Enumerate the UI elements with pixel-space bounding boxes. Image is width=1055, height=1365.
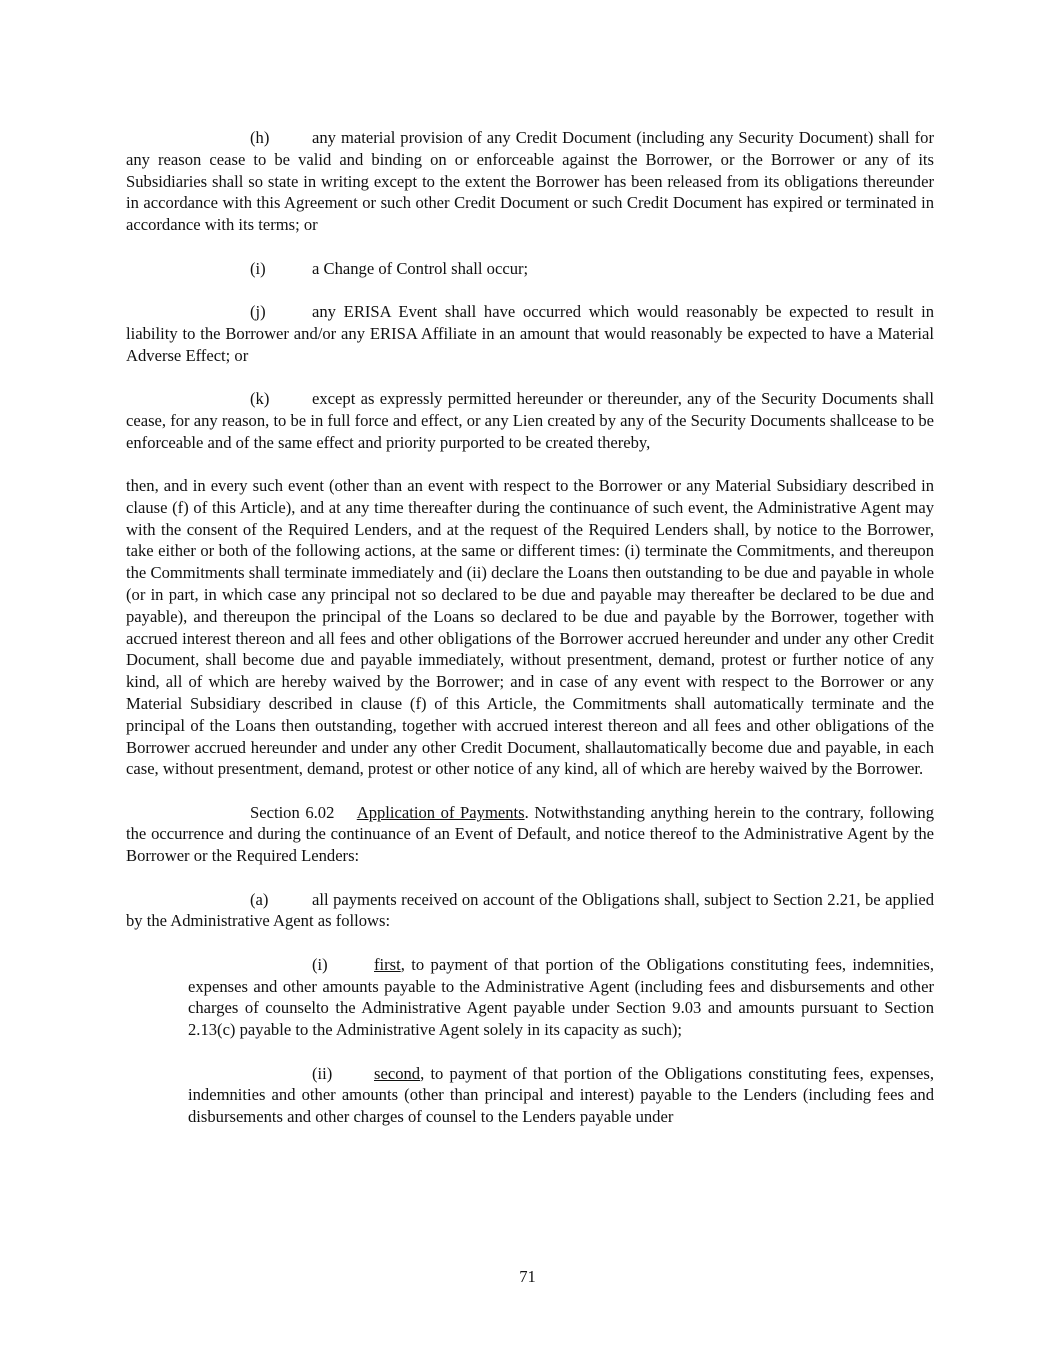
remedies-paragraph: then, and in every such event (other than an event with respect to the Borrower or any Material Subsidiary described in clause (f) of this Article), and at any time thereafter during the continuance of such event, the Administrative Agent may with the consent of the Required Lenders, and at the request of the Required Lenders shall, by notice to the Borrower, take either or both of the following actions, at the same or different times: (i) terminate the Commitments, and thereupon the Commitments shall terminate immediately and (ii) declare the Loans then outstanding to be due and payable in whole (or in part, in which case any principal not so declared to be due and payable may thereafter be declared to be due and payable), and thereupon the principal of the Loans so declared to be due and payable by the Borrower, together with accrued interest thereon and all fees and other obligations of the Borrower accrued hereunder and under any other Credit Document, shall become due and payable immediately, without presentment, demand, protest or further notice of any kind, all of which are hereby waived by the Borrower; and in case of any event with respect to the Borrower or any Material Subsidiary described in clause (f) of this Article, the Commitments shall automatically terminate and the principal of the Loans then outstanding, together with accrued interest thereon and all fees and other obligations of the Borrower accrued hereunder and under any other Credit Document, shallautomatically become due and payable, in each case, without presentment, demand, protest or other notice of any kind, all of which are hereby waived by the Borrower. bbox=[126, 475, 934, 779]
clause-label: (i) bbox=[250, 258, 266, 278]
subclause-keyword: second bbox=[374, 1063, 421, 1083]
subclause-label: (ii) bbox=[312, 1063, 333, 1083]
clause-text: a Change of Control shall occur; bbox=[312, 258, 529, 278]
subclause-label: (i) bbox=[312, 954, 328, 974]
clause-i bbox=[126, 258, 934, 280]
subclause-keyword: first bbox=[374, 954, 401, 974]
clause-label: (h) bbox=[250, 128, 270, 147]
subclause-ii bbox=[188, 1063, 934, 1128]
section-6-02 bbox=[126, 802, 934, 867]
body-text bbox=[126, 127, 934, 1150]
subclause-text: , to payment of that portion of the Obligations constituting fees, indemnities, expenses and other amounts payable to the Administrative Agent (including fees and disbursements and other charges of counselto the Administrative Agent payable under Section 9.03 and amounts pursuant to Section 2.13(c) payable to the Administrative Agent solely in its capacity as such); bbox=[188, 954, 934, 1040]
subclause-i bbox=[188, 954, 934, 1041]
clause-text: any ERISA Event shall have occurred which would reasonably be expected to result in liability to the Borrower and/or any ERISA Affiliate in an amount that would reasonably be expected to have a Material Adverse Effect; or bbox=[126, 301, 934, 365]
clause-a bbox=[126, 889, 934, 933]
section-number: Section 6.02 bbox=[250, 802, 335, 822]
section-heading: Application of Payments bbox=[356, 802, 525, 822]
clause-label: (a) bbox=[250, 889, 269, 909]
clause-j bbox=[126, 301, 934, 366]
subclause-text: , to payment of that portion of the Obligations constituting fees, expenses, indemnities and other amounts (other than principal and interest) payable to the Lenders (including fees and disbursements and other charges of counsel to the Lenders payable under bbox=[188, 1063, 934, 1127]
clause-text: any material provision of any Credit Document (including any Security Document) shall for any reason cease to be valid and binding on or enforceable against the Borrower, or the Borrower or any of its Subsidiaries shall so state in writing except to the extent the Borrower has been released from its obligations thereunder in accordance with this Agreement or such other Credit Document or such Credit Document has expired or terminated in accordance with its terms; or bbox=[126, 128, 934, 235]
clause-text: all payments received on account of the Obligations shall, subject to Section 2.21, be applied by the Administrative Agent as follows: bbox=[126, 889, 934, 931]
clause-h bbox=[126, 127, 934, 236]
clause-text: except as expressly permitted hereunder or thereunder, any of the Security Documents shall cease, for any reason, to be in full force and effect, or any Lien created by any of the Security Documents shallcease to be enforceable and of the same effect and priority purported to be created thereby, bbox=[126, 388, 934, 452]
clause-k bbox=[126, 388, 934, 453]
page-number: 71 bbox=[519, 1267, 536, 1286]
clause-label: (j) bbox=[250, 301, 266, 321]
section-text: . Notwithstanding anything herein to the contrary, following the occurrence and during the continuance of an Event of Default, and notice thereof to the Administrative Agent by the Borrower or the Required Lenders: bbox=[126, 802, 935, 866]
clause-label: (k) bbox=[250, 388, 270, 408]
